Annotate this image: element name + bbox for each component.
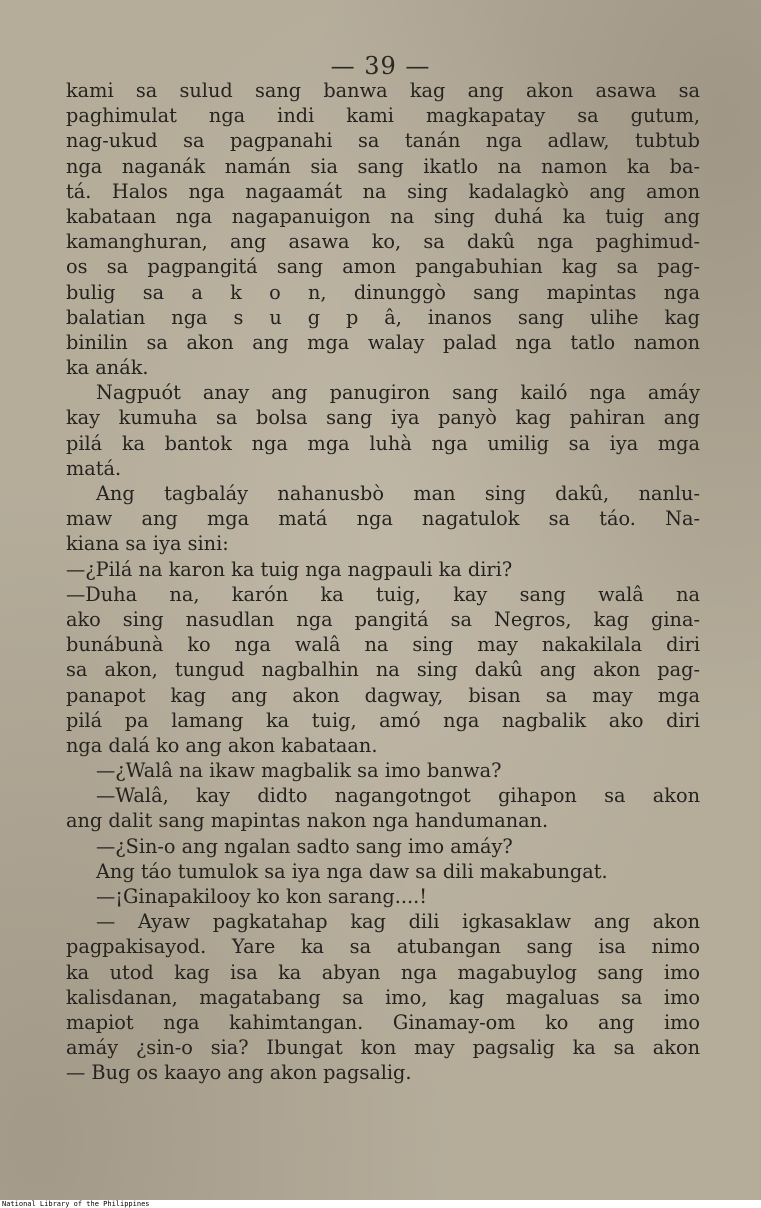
text-line: nag-ukud sa pagpanahi sa tanán nga adlaw, tubtub [66,129,700,153]
text-line: kay kumuha sa bolsa sang iya panyò kag pahiran ang [66,406,700,430]
text-line: amáy ¿sin-o sia? Ibungat kon may pagsalig ka sa akon [66,1036,700,1060]
library-credit: National Library of the Philippines [2,1200,150,1208]
text-line: nga naganák namán sia sang ikatlo na namon ka ba- [66,154,700,178]
text-line: Ang tagbaláy nahanusbò man sing dakû, nanlu- [96,482,700,505]
page-number: — 39 — [330,52,431,80]
text-line: mapiot nga kahimtangan. Ginamay-om ko ang imo [66,1010,700,1034]
text-line: kalisdanan, magatabang sa imo, kag magaluas sa imo [66,985,700,1009]
text-line: ako sing nasudlan nga pangitá sa Negros, kag gina- [66,607,700,631]
text-line: Ang táo tumulok sa iya nga daw sa dili makabungat. [96,859,608,883]
text-line: pilá pa lamang ka tuig, amó nga nagbalik ako diri [66,708,700,732]
text-line: maw ang mga matá nga nagatulok sa táo. Na- [66,507,700,531]
text-line: panapot kag ang akon dagway, bisan sa may mga [66,683,700,707]
text-line: — Bug os kaayo ang akon pagsalig. [66,1061,412,1085]
body-text [66,78,700,1086]
text-line: kabataan nga nagapanuigon na sing duhá ka tuig ang [66,204,700,228]
text-line: sa akon, tungud nagbalhin na sing dakû ang akon pag- [66,658,700,682]
text-line: Nagpuót anay ang panugiron sang kailó nga amáy [96,381,700,405]
text-line: paghimulat nga indi kami magkapatay sa gutum, [66,104,700,128]
text-line: —¿Walâ na ikaw magbalik sa imo banwa? [96,759,502,783]
text-line: matá. [66,456,122,480]
text-line: —¿Sin-o ang ngalan sadto sang imo amáy? [96,834,513,858]
text-line: pagpakisayod. Yare ka sa atubangan sang isa nimo [66,935,700,959]
text-line: — Ayaw pagkatahap kag dili igkasaklaw ang akon [96,910,700,934]
text-line: kamanghuran, ang asawa ko, sa dakû nga paghimud- [66,230,700,254]
text-line: nga dalá ko ang akon kabataan. [66,733,378,757]
text-line: —Duha na, karón ka tuig, kay sang walâ na [66,582,700,606]
text-line: tá. Halos nga nagaamát na sing kadalagkò ang amon [66,179,700,203]
text-line: —¿Pilá na karon ka tuig nga nagpauli ka diri? [66,557,513,581]
text-line: os sa pagpangitá sang amon pangabuhian kag sa pag- [66,255,700,279]
text-line: balatian nga s u g p â, inanos sang ulihe kag [66,305,700,329]
text-line: kami sa sulud sang banwa kag ang akon asawa sa [66,79,700,102]
text-line: binilin sa akon ang mga walay palad nga tatlo namon [66,330,700,354]
text-line: ka utod kag isa ka abyan nga magabuylog sang imo [66,960,700,984]
text-line: —¡Ginapakilooy ko kon sarang....! [96,885,427,908]
text-line: pilá ka bantok nga mga luhà nga umilig sa iya mga [66,431,700,455]
text-line: bulig sa a k o n, dinunggò sang mapintas nga [66,280,700,304]
text-line: —Walâ, kay didto nagangotngot gihapon sa akon [96,784,700,808]
text-line: ka anák. [66,356,149,380]
text-line: kiana sa iya sini: [66,532,229,556]
text-line: ang dalit sang mapintas nakon nga handumanan. [66,809,549,833]
text-line: bunábunà ko nga walâ na sing may nakakilala diri [66,633,700,657]
